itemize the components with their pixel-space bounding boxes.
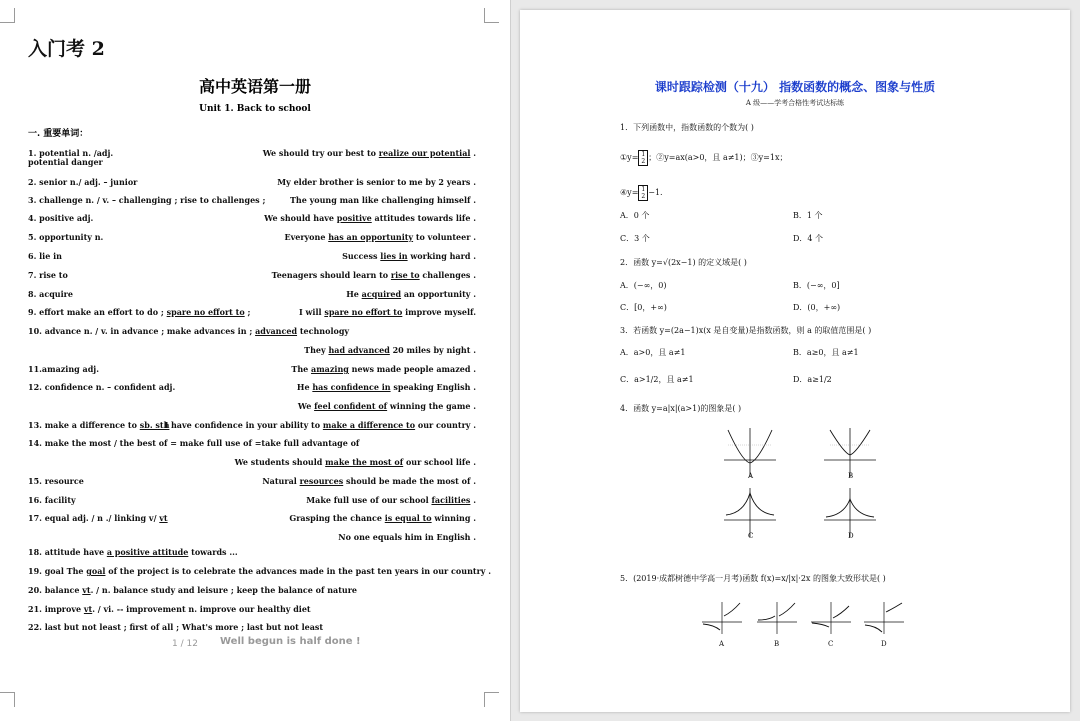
underlined-phrase: positive [336, 213, 372, 223]
underlined-phrase: facilities [431, 495, 471, 505]
text-fragment: The young man like challenging himself . [289, 195, 476, 205]
vocab-term [28, 289, 73, 299]
q1-option-d: D．4 个 [793, 234, 824, 243]
text-fragment: Everyone [284, 232, 329, 242]
underlined-phrase: had advanced [328, 345, 390, 355]
text-fragment: We should try our best to [262, 148, 379, 158]
underlined-phrase: acquired [361, 289, 402, 299]
text-fragment: We students should [234, 457, 326, 467]
underlined-phrase: goal [86, 566, 106, 576]
q4-label-c: C [748, 532, 754, 540]
text-fragment: 14. make the most / the best of = make full use of =take full advantage of [28, 438, 360, 448]
vocab-term [28, 513, 168, 523]
vocab-term [28, 622, 323, 632]
text-fragment: to volunteer . [413, 232, 476, 242]
text-fragment: our school life . [403, 457, 476, 467]
question-2: 2．函数 y=√(2x−1) 的定义域是( ) [620, 258, 747, 267]
example-sentence [164, 420, 476, 430]
q2-option-d: D．(0，+∞) [793, 303, 841, 312]
question-3: 3．若函数 y=(2a−1)x(x 是自变量)是指数函数，则 a 的取值范围是( ) [620, 326, 872, 335]
q3-option-b: B．a≥0，且 a≠1 [793, 348, 859, 357]
crop-mark [0, 692, 15, 707]
underlined-phrase: vt [159, 513, 168, 523]
vocab-term [28, 195, 265, 205]
text-fragment: We should have [264, 213, 337, 223]
q5-label-a: A [719, 640, 725, 648]
question-5: 5．(2019·成都树德中学高一月考)函数 f(x)=x/|x|·2x 的图象大致形状是( ) [620, 574, 886, 583]
text-fragment: Natural [262, 476, 300, 486]
text-fragment: speaking English . [390, 382, 476, 392]
example-sentence [284, 232, 476, 242]
text-fragment: technology [297, 326, 350, 336]
example-sentence [235, 457, 476, 467]
text-fragment: My elder brother is senior to me by 2 years . [277, 177, 476, 187]
underlined-phrase: resources [299, 476, 344, 486]
q1-line1-suffix: ；②y=ax(a>0，且 a≠1)；③y=1x； [648, 153, 788, 162]
text-fragment: 5. opportunity n. [28, 232, 104, 242]
text-fragment: challenges . [419, 270, 476, 280]
q1-option-c: C．3 个 [620, 234, 650, 243]
text-fragment: 6. lie in [28, 251, 62, 261]
q5-graph-b [755, 600, 799, 636]
text-fragment: 18. attitude have [28, 547, 107, 557]
text-fragment: 19. goal The [28, 566, 87, 576]
fraction-numerator: 1 [641, 186, 646, 193]
worksheet-title: 课时跟踪检测（十九） 指数函数的概念、图象与性质 [654, 80, 936, 94]
text-fragment: We [297, 401, 315, 411]
q5-graph-d [862, 600, 906, 636]
text-fragment: 20. balance [28, 585, 83, 595]
text-fragment: 12. confidence n. – confident adj. [28, 382, 176, 392]
crop-mark [484, 692, 499, 707]
question-1-line-2 [620, 185, 663, 201]
underlined-phrase: rise to [390, 270, 420, 280]
text-fragment: ; [244, 307, 251, 317]
text-fragment: 1. potential n. /adj. [28, 148, 114, 158]
fraction-denominator: 2 [641, 193, 646, 200]
crop-mark [484, 8, 499, 23]
underlined-phrase: vt [83, 604, 93, 614]
vocab-term [28, 364, 99, 374]
underlined-phrase: lies in [380, 251, 408, 261]
text-fragment: . / vi. -- improvement n. improve our healthy diet [92, 604, 311, 614]
vocab-term [28, 213, 93, 223]
example-sentence [299, 307, 476, 317]
text-fragment: attitudes towards life . [371, 213, 476, 223]
q1-option-a: A．0 个 [620, 211, 650, 220]
text-fragment: Success [342, 251, 381, 261]
underlined-phrase: spare no effort to [166, 307, 245, 317]
worksheet-subtitle: A 级——学考合格性考试达标练 [745, 99, 845, 107]
text-fragment: 3. challenge n. / v. – challenging ; rise to challenges ; [28, 195, 266, 205]
text-fragment: I will [298, 307, 325, 317]
q5-label-c: C [828, 640, 834, 648]
underlined-phrase: realize our potential [378, 148, 471, 158]
text-fragment: . [470, 495, 476, 505]
example-sentence [262, 476, 476, 486]
text-fragment: winning the game . [387, 401, 476, 411]
example-sentence [297, 382, 476, 392]
book-title: 高中英语第一册 [198, 77, 311, 96]
text-fragment: No one equals him in English . [338, 532, 476, 542]
text-fragment: 22. last but not least ; first of all ; What's more ; last but not least [28, 622, 324, 632]
text-fragment: Grasping the chance [289, 513, 385, 523]
question-1: 1．下列函数中，指数函数的个数为( ) [620, 123, 754, 132]
fraction-box [638, 185, 648, 201]
text-fragment: Make full use of our school [306, 495, 432, 505]
q2-option-a: A．(−∞，0) [620, 281, 667, 290]
vocab-term [28, 307, 250, 317]
text-fragment: Teenagers should learn to [271, 270, 391, 280]
q2-option-b: B．(−∞，0] [793, 281, 840, 290]
underlined-phrase: advanced [255, 326, 298, 336]
vocab-term [28, 232, 103, 242]
fraction-numerator: 1 [641, 151, 646, 158]
text-fragment: 11.amazing adj. [28, 364, 99, 374]
vocab-term [28, 438, 359, 448]
page-number: 1 / 12 [172, 639, 198, 649]
underlined-phrase: has confidence in [312, 382, 391, 392]
text-fragment: 4. positive adj. [28, 213, 94, 223]
q3-option-d: D．a≥1/2 [793, 375, 832, 384]
q5-label-b: B [774, 640, 780, 648]
fraction-box [638, 150, 648, 166]
example-sentence [304, 345, 476, 355]
underlined-phrase: is equal to [384, 513, 432, 523]
example-sentence [289, 513, 476, 523]
q4-label-d: D [848, 532, 854, 540]
example-sentence [298, 401, 476, 411]
text-fragment: an opportunity . [401, 289, 476, 299]
vocab-term [28, 382, 175, 392]
text-fragment: 20 miles by night . [389, 345, 476, 355]
underlined-phrase: sb. sth [139, 420, 170, 430]
text-fragment: I have confidence in your ability to [164, 420, 323, 430]
crop-mark [0, 8, 15, 23]
fraction-denominator: 2 [641, 158, 646, 165]
footer-motto: Well begun is half done ! [220, 636, 361, 647]
text-fragment: 21. improve [28, 604, 84, 614]
example-sentence [338, 532, 476, 542]
text-fragment: 17. equal adj. / n ./ linking v/ [28, 513, 160, 523]
vocab-term [28, 547, 238, 557]
q1-option-b: B．1 个 [793, 211, 823, 220]
text-fragment: improve myself. [402, 307, 476, 317]
example-sentence [277, 177, 476, 187]
vocab-term [28, 476, 84, 486]
underlined-phrase: spare no effort to [324, 307, 403, 317]
example-sentence [272, 270, 476, 280]
q2-option-c: C．[0，+∞) [620, 303, 667, 312]
text-fragment: . [470, 148, 476, 158]
text-fragment: . / n. balance study and leisure ; keep the balance of nature [90, 585, 358, 595]
q3-option-c: C．a>1/2，且 a≠1 [620, 375, 694, 384]
section-heading: 一. 重要单词： [28, 129, 89, 139]
q5-graph-c [809, 600, 853, 636]
q5-graph-a [700, 600, 744, 636]
unit-title: Unit 1. Back to school [199, 104, 311, 114]
text-fragment: towards ... [188, 547, 238, 557]
vocab-term [28, 251, 62, 261]
question-1-line-1 [620, 150, 787, 166]
text-fragment: of the project is to celebrate the advances made in the past ten years in our country . [105, 566, 492, 576]
example-sentence [290, 195, 476, 205]
text-fragment: He [296, 382, 313, 392]
vocab-term [28, 585, 357, 595]
underlined-phrase: make the most of [325, 457, 404, 467]
underlined-phrase: amazing [311, 364, 349, 374]
text-fragment: The [291, 364, 312, 374]
example-sentence [264, 213, 476, 223]
text-fragment: 13. make a difference to [28, 420, 140, 430]
text-fragment: They [304, 345, 329, 355]
q3-option-a: A．a>0，且 a≠1 [620, 348, 686, 357]
example-sentence [291, 364, 476, 374]
text-fragment: 8. acquire [28, 289, 73, 299]
underlined-phrase: vt [82, 585, 91, 595]
vocab-term [28, 566, 491, 576]
vocab-term [28, 177, 137, 187]
example-sentence [346, 289, 476, 299]
vocab-term [28, 420, 169, 430]
text-fragment: 7. rise to [28, 270, 68, 280]
vocab-extra: potential danger [28, 157, 103, 167]
text-fragment: news made people amazed . [348, 364, 476, 374]
underlined-phrase: feel confident of [314, 401, 388, 411]
q4-label-b: B [848, 472, 854, 480]
q4-label-a: A [748, 472, 754, 480]
text-fragment: working hard . [407, 251, 476, 261]
vocab-term [28, 270, 68, 280]
vocab-term [28, 604, 311, 614]
text-fragment: He [346, 289, 362, 299]
text-fragment: winning . [431, 513, 476, 523]
right-document-page [520, 10, 1070, 712]
vocab-term [28, 326, 349, 336]
text-fragment: should be made the most of . [343, 476, 476, 486]
text-fragment: 10. advance n. / v. in advance ; make advances in ; [28, 326, 256, 336]
example-sentence [263, 148, 476, 158]
example-sentence [306, 495, 476, 505]
underlined-phrase: has an opportunity [328, 232, 414, 242]
underlined-phrase: make a difference to [322, 420, 416, 430]
underlined-phrase: a positive attitude [106, 547, 189, 557]
document-title: 入门考 2 [28, 38, 105, 60]
q5-label-d: D [881, 640, 887, 648]
text-fragment: 15. resource [28, 476, 84, 486]
vocab-term [28, 495, 76, 505]
left-document-page [0, 0, 511, 721]
q1-line2-suffix: −1. [648, 188, 663, 197]
q1-line1-prefix: ①y= [620, 153, 639, 162]
q1-line2-prefix: ④y= [620, 188, 639, 197]
text-fragment: 16. facility [28, 495, 76, 505]
example-sentence [342, 251, 476, 261]
question-4: 4．函数 y=a|x|(a>1)的图象是( ) [620, 404, 742, 413]
text-fragment: 2. senior n./ adj. – junior [28, 177, 138, 187]
text-fragment: our country . [415, 420, 476, 430]
text-fragment: 9. effort make an effort to do ; [28, 307, 167, 317]
